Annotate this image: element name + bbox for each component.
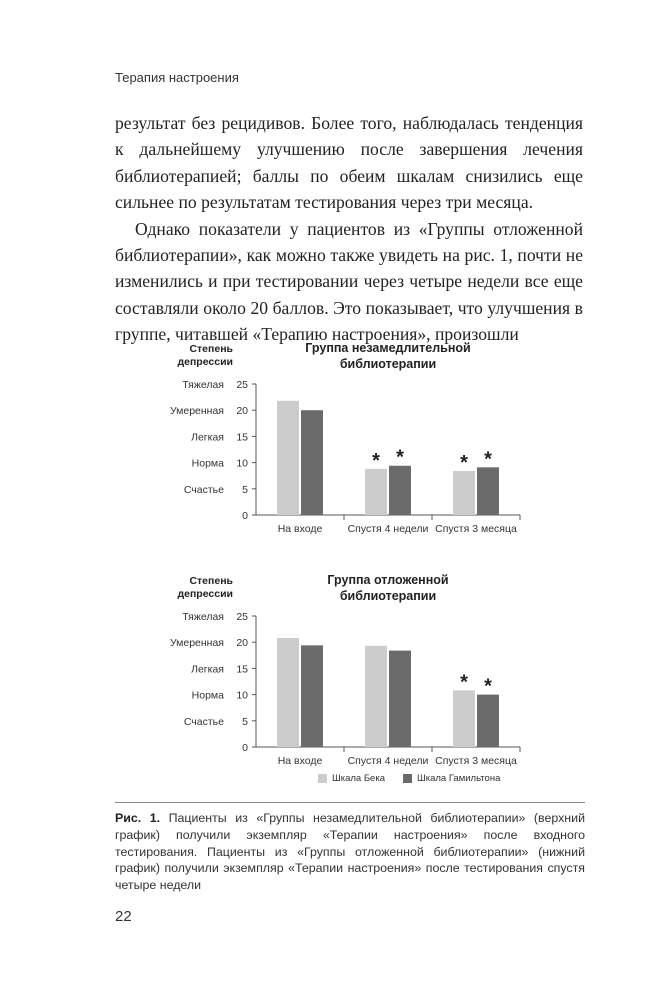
y-tick-label: 10: [236, 689, 248, 702]
bar: [389, 466, 411, 515]
y-tick-label: 10: [236, 457, 248, 470]
significance-marker: *: [372, 449, 380, 472]
bar: [453, 690, 475, 747]
y-axis-label: депрессии: [177, 588, 233, 600]
body-text: [115, 110, 583, 348]
caption-text: Пациенты из «Группы незамедлительной библиотерапии» (верхний график) получили экземпляр «Терапии настроения» после входного тестирования. Пациенты из «Группы отложенной библиотерапии» (нижний график) получили экземпляр «Терапии настроения» после тестирования спустя четыре недели: [115, 811, 585, 893]
x-tick-label: Спустя 3 месяца: [435, 755, 517, 767]
legend-item-hamilton: [403, 773, 500, 784]
y-tick-label: 0: [242, 742, 248, 754]
legend-item-beck: [318, 773, 385, 784]
legend-label: Шкала Бека: [332, 773, 385, 784]
bar: [453, 471, 475, 515]
significance-marker: *: [460, 451, 468, 474]
y-axis-label: Степень: [189, 343, 233, 355]
x-tick-label: Спустя 4 недели: [347, 755, 429, 767]
severity-label: Счастье: [183, 715, 224, 728]
severity-label: Умеренная: [169, 637, 224, 650]
severity-label: Счастье: [183, 483, 224, 496]
x-tick-label: Спустя 3 месяца: [435, 523, 517, 535]
y-tick-label: 5: [242, 483, 248, 496]
paragraph: Однако показатели у пациентов из «Группы отложенной библиотерапии», как можно также увидеть на рис. 1, почти не изменились и при тестировании через четыре недели все еще составляли около 20 баллов. Это показывает, что улучшения в группе, читавшей «Терапию настроения», произошли: [115, 218, 583, 345]
chart-title: Группа отложенной: [327, 573, 449, 587]
chart-title: библиотерапии: [339, 357, 437, 371]
caption-divider: [115, 802, 585, 803]
paragraph: результат без рецидивов. Более того, наблюдалась тенденция к дальнейшему улучшению после завершения лечения библиотерапией; баллы по обеим шкалам снизились еще сильнее по результатам тестирования через три месяца.: [115, 113, 583, 213]
legend-label: Шкала Гамильтона: [417, 773, 501, 784]
bar: [277, 401, 299, 515]
significance-marker: *: [484, 675, 492, 698]
y-tick-label: 20: [236, 637, 248, 650]
severity-label: Норма: [191, 457, 224, 470]
chart-title: Группа незамедлительной: [305, 341, 471, 355]
chart-title: библиотерапии: [339, 589, 437, 603]
y-tick-label: 25: [236, 379, 248, 391]
significance-marker: *: [396, 446, 404, 469]
bar: [365, 469, 387, 515]
bar: [477, 695, 499, 747]
y-axis-label: Степень: [189, 575, 233, 587]
bar: [301, 410, 323, 515]
severity-label: Тяжелая: [182, 379, 224, 391]
bar: [477, 467, 499, 515]
severity-label: Тяжелая: [182, 611, 224, 623]
y-tick-label: 25: [236, 611, 248, 623]
chart-immediate-bibliotherapy: [0, 330, 664, 542]
x-tick-label: На входе: [277, 523, 323, 535]
legend-swatch-beck: [318, 774, 327, 783]
y-tick-label: 15: [236, 431, 248, 444]
page-number: 22: [115, 908, 132, 925]
severity-label: Умеренная: [169, 405, 224, 418]
legend-swatch-hamilton: [403, 774, 412, 783]
bar: [301, 645, 323, 747]
chart-delayed-bibliotherapy: [0, 562, 664, 774]
severity-label: Легкая: [191, 431, 224, 444]
chart-legend: [318, 773, 500, 784]
bar: [277, 638, 299, 747]
severity-label: Легкая: [191, 663, 224, 676]
bar: [365, 646, 387, 747]
x-tick-label: На входе: [277, 755, 323, 767]
caption-label: Рис. 1.: [115, 811, 161, 825]
y-tick-label: 0: [242, 510, 248, 522]
y-tick-label: 15: [236, 663, 248, 676]
significance-marker: *: [484, 448, 492, 471]
y-axis-label: депрессии: [177, 356, 233, 368]
y-tick-label: 5: [242, 715, 248, 728]
running-header: Терапия настроения: [115, 70, 239, 85]
significance-marker: *: [460, 671, 468, 694]
severity-label: Норма: [191, 689, 224, 702]
bar: [389, 651, 411, 747]
x-tick-label: Спустя 4 недели: [347, 523, 429, 535]
y-tick-label: 20: [236, 405, 248, 418]
figure-caption: [115, 810, 585, 894]
